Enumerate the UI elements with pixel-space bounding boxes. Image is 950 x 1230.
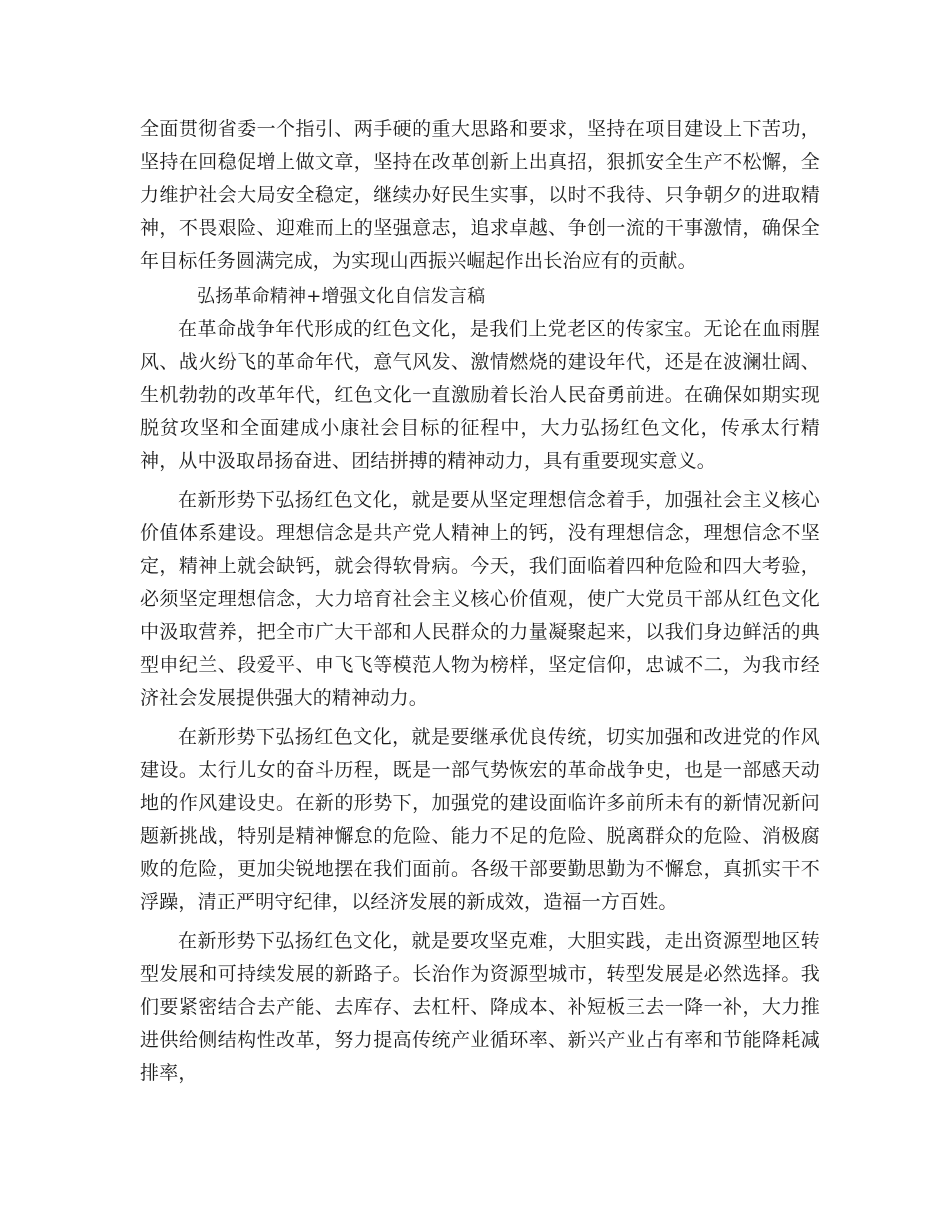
- speech-title: 弘扬革命精神+增强文化自信发言稿: [197, 286, 486, 307]
- paragraph-ideals-beliefs: 在新形势下弘扬红色文化，就是要从坚定理想信念着手，加强社会主义核心价值体系建设。理想信念是共产党人精神上的钙，没有理想信念，理想信念不坚定，精神上就会缺钙，就会得软骨病。今天，我们面临着四种危险和四大考验，必须坚定理想信念，大力培育社会主义核心价值观，使广大党员干部从红色文化中汲取营养，把全市广大干部和人民群众的力量凝聚起来，以我们身边鲜活的典型申纪兰、段爱平、申飞飞等模范人物为榜样，坚定信仰，忠诚不二，为我市经济社会发展提供强大的精神动力。: [140, 489, 820, 709]
- paragraph-continued: 全面贯彻省委一个指引、两手硬的重大思路和要求，坚持在项目建设上下苦功，坚持在回稳促增上做文章，坚持在改革创新上出真招，狠抓安全生产不松懈，全力维护社会大局安全稳定，继续办好民生实事，以时不我待、只争朝夕的进取精神，不畏艰险、迎难而上的坚强意志，追求卓越、争创一流的干事激情，确保全年目标任务圆满完成，为实现山西振兴崛起作出长治应有的贡献。: [140, 118, 820, 272]
- document-body: [140, 113, 820, 1090]
- paragraph-transformation: 在新形势下弘扬红色文化，就是要攻坚克难，大胆实践，走出资源型地区转型发展和可持续发展的新路子。长治作为资源型城市，转型发展是必然选择。我们要紧密结合去产能、去库存、去杠杆、降成本、补短板三去一降一补，大力推进供给侧结构性改革，努力提高传统产业循环率、新兴产业占有率和节能降耗减排率，: [140, 930, 820, 1084]
- paragraph-red-culture-intro: 在革命战争年代形成的红色文化，是我们上党老区的传家宝。无论在血雨腥风、战火纷飞的革命年代，意气风发、激情燃烧的建设年代，还是在波澜壮阔、生机勃勃的改革年代，红色文化一直激励着长治人民奋勇前进。在确保如期实现脱贫攻坚和全面建成小康社会目标的征程中，大力弘扬红色文化，传承太行精神，从中汲取昂扬奋进、团结拼搏的精神动力，具有重要现实意义。: [140, 318, 820, 472]
- paragraph-work-style: 在新形势下弘扬红色文化，就是要继承优良传统，切实加强和改进党的作风建设。太行儿女的奋斗历程，既是一部气势恢宏的革命战争史，也是一部感天动地的作风建设史。在新的形势下，加强党的建设面临许多前所未有的新情况新问题新挑战，特别是精神懈怠的危险、能力不足的危险、脱离群众的危险、消极腐败的危险，更加尖锐地摆在我们面前。各级干部要勤思勤为不懈怠，真抓实干不浮躁，清正严明守纪律，以经济发展的新成效，造福一方百姓。: [140, 726, 820, 913]
